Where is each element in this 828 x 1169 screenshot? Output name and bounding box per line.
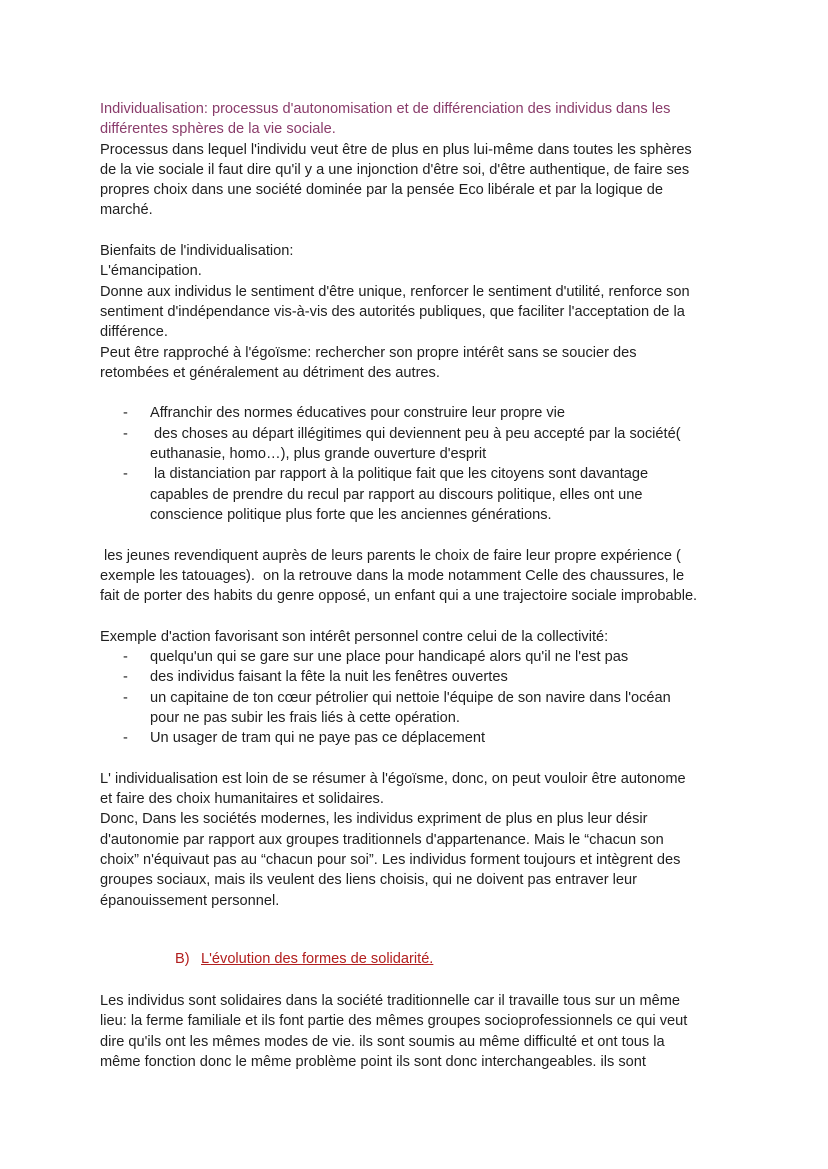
text-line: fait de porter des habits du genre opposé, un enfant qui a une trajectoire sociale improbable. [100, 588, 698, 605]
text-line: marché. [100, 202, 153, 219]
spacer [100, 606, 730, 626]
list-item [150, 647, 730, 667]
exemple-intro: Exemple d'action favorisant son intérêt personnel contre celui de la collectivité: [100, 628, 609, 645]
text-line: choix” n'équivaut pas au “chacun pour soi”. Les individus forment toujours et intègrent des [100, 851, 681, 868]
text-line: et faire des choix humanitaires et solidaires. [100, 791, 384, 808]
text-line: - la distanciation par rapport à la politique fait que les citoyens sont davantage [150, 466, 649, 483]
exemple-list [100, 647, 730, 748]
text-line: - des choses au départ illégitimes qui deviennent peu à peu accepté par la société( [150, 425, 681, 442]
spacer [100, 749, 730, 769]
text-line: L'émancipation. [100, 263, 202, 280]
definition-paragraph [100, 99, 730, 140]
list-item [150, 464, 730, 525]
spacer [100, 221, 730, 241]
text-line: différence. [100, 324, 168, 341]
list-item [150, 728, 730, 748]
text-line: pour ne pas subir les frais liés à cette opération. [150, 709, 460, 726]
spacer [100, 911, 730, 949]
text-line: lieu: la ferme familiale et ils font partie des mêmes groupes socioprofessionnels ce qui veut [100, 1013, 688, 1030]
text-line: - Affranchir des normes éducatives pour construire leur propre vie [150, 405, 566, 422]
document-body [100, 99, 730, 1072]
text-line: retombées et généralement au détriment des autres. [100, 364, 440, 381]
text-line: exemple les tatouages). on la retrouve dans la mode notamment Celle des chaussures, le [100, 567, 685, 584]
list-item [150, 688, 730, 729]
bienfaits-list [100, 403, 730, 525]
text-line: - des individus faisant la fête la nuit les fenêtres ouvertes [150, 669, 508, 686]
spacer [100, 525, 730, 545]
text-line: - un capitaine de ton cœur pétrolier qui nettoie l'équipe de son navire dans l'océan [150, 689, 671, 706]
list-item [150, 424, 730, 465]
text-line: Peut être rapproché à l'égoïsme: rechercher son propre intérêt sans se soucier des [100, 344, 637, 361]
text-line: capables de prendre du recul par rapport au discours politique, elles ont une [150, 486, 643, 503]
bienfaits-paragraph [100, 241, 730, 383]
text-line: conscience politique plus forte que les anciennes générations. [150, 506, 552, 523]
text-line: groupes sociaux, mais ils veulent des liens choisis, qui ne doivent pas entraver leur [100, 872, 638, 889]
text-line: différentes sphères de la vie sociale. [100, 121, 336, 138]
spacer [100, 383, 730, 403]
text-line: Individualisation: processus d'autonomisation et de différenciation des individus dans les [100, 101, 671, 117]
jeunes-paragraph [100, 546, 730, 607]
text-line: propres choix dans une société dominée par la pensée Eco libérale et par la logique de [100, 182, 664, 199]
intro-paragraph [100, 140, 730, 221]
conclusion-paragraph [100, 769, 730, 911]
text-line: les jeunes revendiquent auprès de leurs parents le choix de faire leur propre expérience ( [100, 547, 681, 564]
text-line: d'autonomie par rapport aux groupes traditionnels d'appartenance. Mais le “chacun son [100, 831, 664, 848]
text-line: Donc, Dans les sociétés modernes, les individus expriment de plus en plus leur désir [100, 811, 648, 828]
text-line: L' individualisation est loin de se résumer à l'égoïsme, donc, on peut vouloir être autonome [100, 770, 686, 787]
spacer [100, 969, 730, 991]
text-line: Les individus sont solidaires dans la société traditionnelle car il travaille tous sur un même [100, 993, 680, 1010]
section-number: B) [175, 950, 190, 967]
text-line: de la vie sociale il faut dire qu'il y a une injonction d'être soi, d'être authentique, de faire ses [100, 161, 690, 178]
list-item [150, 667, 730, 687]
text-line: - quelqu'un qui se gare sur une place pour handicapé alors qu'il ne l'est pas [150, 649, 629, 666]
text-line: Donne aux individus le sentiment d'être unique, renforcer le sentiment d'utilité, renforce son [100, 283, 690, 300]
text-line: sentiment d'indépendance vis-à-vis des autorités publiques, que faciliter l'acceptation de la [100, 303, 685, 320]
text-line: - Un usager de tram qui ne paye pas ce déplacement [150, 730, 486, 747]
text-line: dire qu'ils ont les mêmes modes de vie. ils sont soumis au même difficulté et ont tous la [100, 1033, 665, 1050]
text-line: Processus dans lequel l'individu veut être de plus en plus lui-même dans toutes les sphères [100, 141, 692, 158]
section-title: L'évolution des formes de solidarité. [201, 950, 434, 967]
list-item [150, 403, 730, 423]
text-line: même fonction donc le même problème point ils sont donc interchangeables. ils sont [100, 1054, 646, 1071]
text-line: épanouissement personnel. [100, 892, 280, 909]
text-line: Bienfaits de l'individualisation: [100, 243, 294, 260]
final-paragraph [100, 991, 730, 1072]
section-heading [100, 949, 730, 969]
text-line: euthanasie, homo…), plus grande ouverture d'esprit [150, 446, 487, 463]
